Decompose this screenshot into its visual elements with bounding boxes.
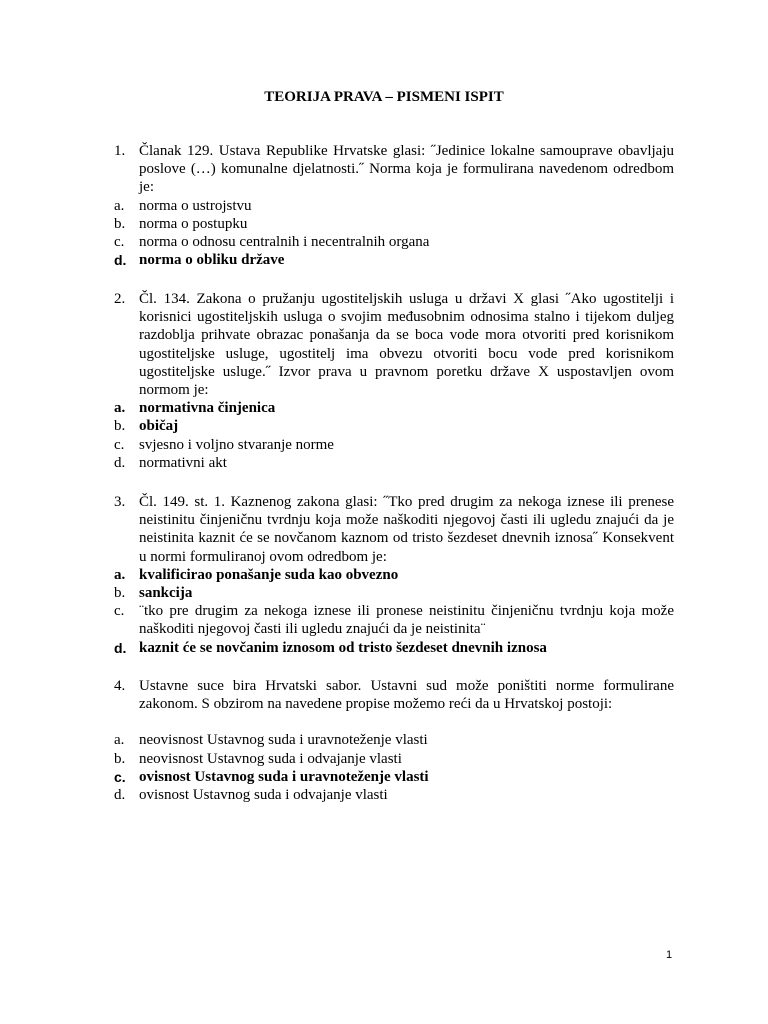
option-letter: b. [114, 215, 126, 232]
option-text: kaznit će se novčanim iznosom od tristo šezdeset dnevnih iznosa [139, 639, 547, 656]
option-letter: a. [114, 400, 126, 417]
option-letter: d. [114, 252, 127, 269]
option-c [114, 602, 674, 638]
option-letter: c. [114, 436, 125, 453]
option-text: ovisnost Ustavnog suda i uravnoteženje vlasti [139, 768, 429, 785]
question-text: Čl. 149. st. 1. Kaznenog zakona glasi: ˝Tko pred drugim za nekoga iznese ili prenese neistinitu činjeničnu tvrdnju koja može naškoditi njegovoj časti ili ugledu znajući da je neistinita kaznit će se novčanom kaznom od tristo šezdeset dnevnih iznosa˝ Konsekvent u normi formuliranoj ovom odredbom je: [139, 494, 674, 565]
option-letter: d. [114, 639, 127, 656]
option-text: normativni akt [139, 454, 227, 471]
options-list [114, 566, 674, 657]
question-1 [114, 142, 674, 269]
option-text: ¨tko pre drugim za nekoga iznese ili pronese neistinitu činjeničnu tvrdnju koja može naškoditi njegovoj časti ili ugledu znajući da je neistinita¨ [139, 603, 674, 638]
question-text: Članak 129. Ustava Republike Hrvatske glasi: ˝Jedinice lokalne samouprave obavljaju poslove (…) komunalne djelatnosti.˝ Norma koja je formulirana navedenom odredbom je: [139, 143, 674, 196]
option-c [114, 233, 674, 251]
option-text: ovisnost Ustavnog suda i odvajanje vlasti [139, 787, 388, 804]
option-c [114, 436, 674, 454]
options-list [114, 399, 674, 472]
option-letter: b. [114, 750, 126, 767]
option-d [114, 454, 674, 472]
option-d-answer [114, 251, 674, 269]
option-text: sankcija [139, 585, 193, 602]
question-2 [114, 290, 674, 472]
question-number: 4. [114, 678, 126, 694]
option-d-answer [114, 639, 674, 657]
option-letter: d. [114, 787, 126, 804]
question-number: 3. [114, 494, 126, 510]
option-text: neovisnost Ustavnog suda i odvajanje vlasti [139, 750, 402, 767]
option-b-answer [114, 417, 674, 435]
question-number: 2. [114, 291, 126, 307]
question-number: 1. [114, 143, 126, 159]
option-letter: d. [114, 454, 126, 471]
option-letter: a. [114, 566, 126, 583]
option-text: neovisnost Ustavnog suda i uravnoteženje vlasti [139, 732, 428, 749]
option-text: normativna činjenica [139, 400, 276, 417]
option-a [114, 197, 674, 215]
option-a-answer [114, 399, 674, 417]
option-text: kvalificirao ponašanje suda kao obvezno [139, 566, 399, 583]
option-letter: a. [114, 197, 125, 214]
option-letter: b. [114, 418, 126, 435]
option-a-answer [114, 566, 674, 584]
option-text: norma o postupku [139, 215, 248, 232]
option-text: norma o ustrojstvu [139, 197, 252, 214]
option-text: običaj [139, 418, 179, 435]
question-text: Ustavne suce bira Hrvatski sabor. Ustavni sud može poništiti norme formulirane zakonom. S obzirom na navedene propise možemo reći da u Hrvatskoj postoji: [139, 678, 674, 713]
option-b [114, 750, 674, 768]
option-d [114, 786, 674, 804]
option-b [114, 215, 674, 233]
question-3 [114, 493, 674, 657]
page-number: 1 [666, 949, 673, 961]
document-title: TEORIJA PRAVA – PISMENI ISPIT [264, 89, 504, 105]
option-letter: c. [114, 603, 125, 620]
options-list [114, 731, 674, 804]
option-c-answer [114, 768, 674, 786]
option-a [114, 731, 674, 749]
option-text: norma o obliku države [139, 252, 285, 269]
question-text: Čl. 134. Zakona o pružanju ugostiteljskih usluga u državi X glasi ˝Ako ugostitelji i korisnici ugostiteljskih usluga o svojim međusobnim odnosima stalno i tijekom duljeg razdoblja prihvate obrazac ponašanja da se boca vode mora otvoriti pred korisnikom ugostiteljske usluge, ugostitelj ima obvezu otvoriti bocu vode pred korisnikom ugostiteljske usluge.˝ Izvor prava u pravnom poretku države X uspostavljen ovom normom je: [139, 291, 674, 399]
option-text: svjesno i voljno stvaranje norme [139, 436, 334, 453]
option-letter: c. [114, 768, 126, 785]
spacer [114, 713, 674, 731]
option-b-answer [114, 584, 674, 602]
option-letter: c. [114, 234, 125, 251]
option-text: norma o odnosu centralnih i necentralnih organa [139, 234, 430, 251]
option-letter: b. [114, 585, 126, 602]
option-letter: a. [114, 732, 125, 749]
question-4 [114, 677, 674, 804]
options-list [114, 197, 674, 270]
